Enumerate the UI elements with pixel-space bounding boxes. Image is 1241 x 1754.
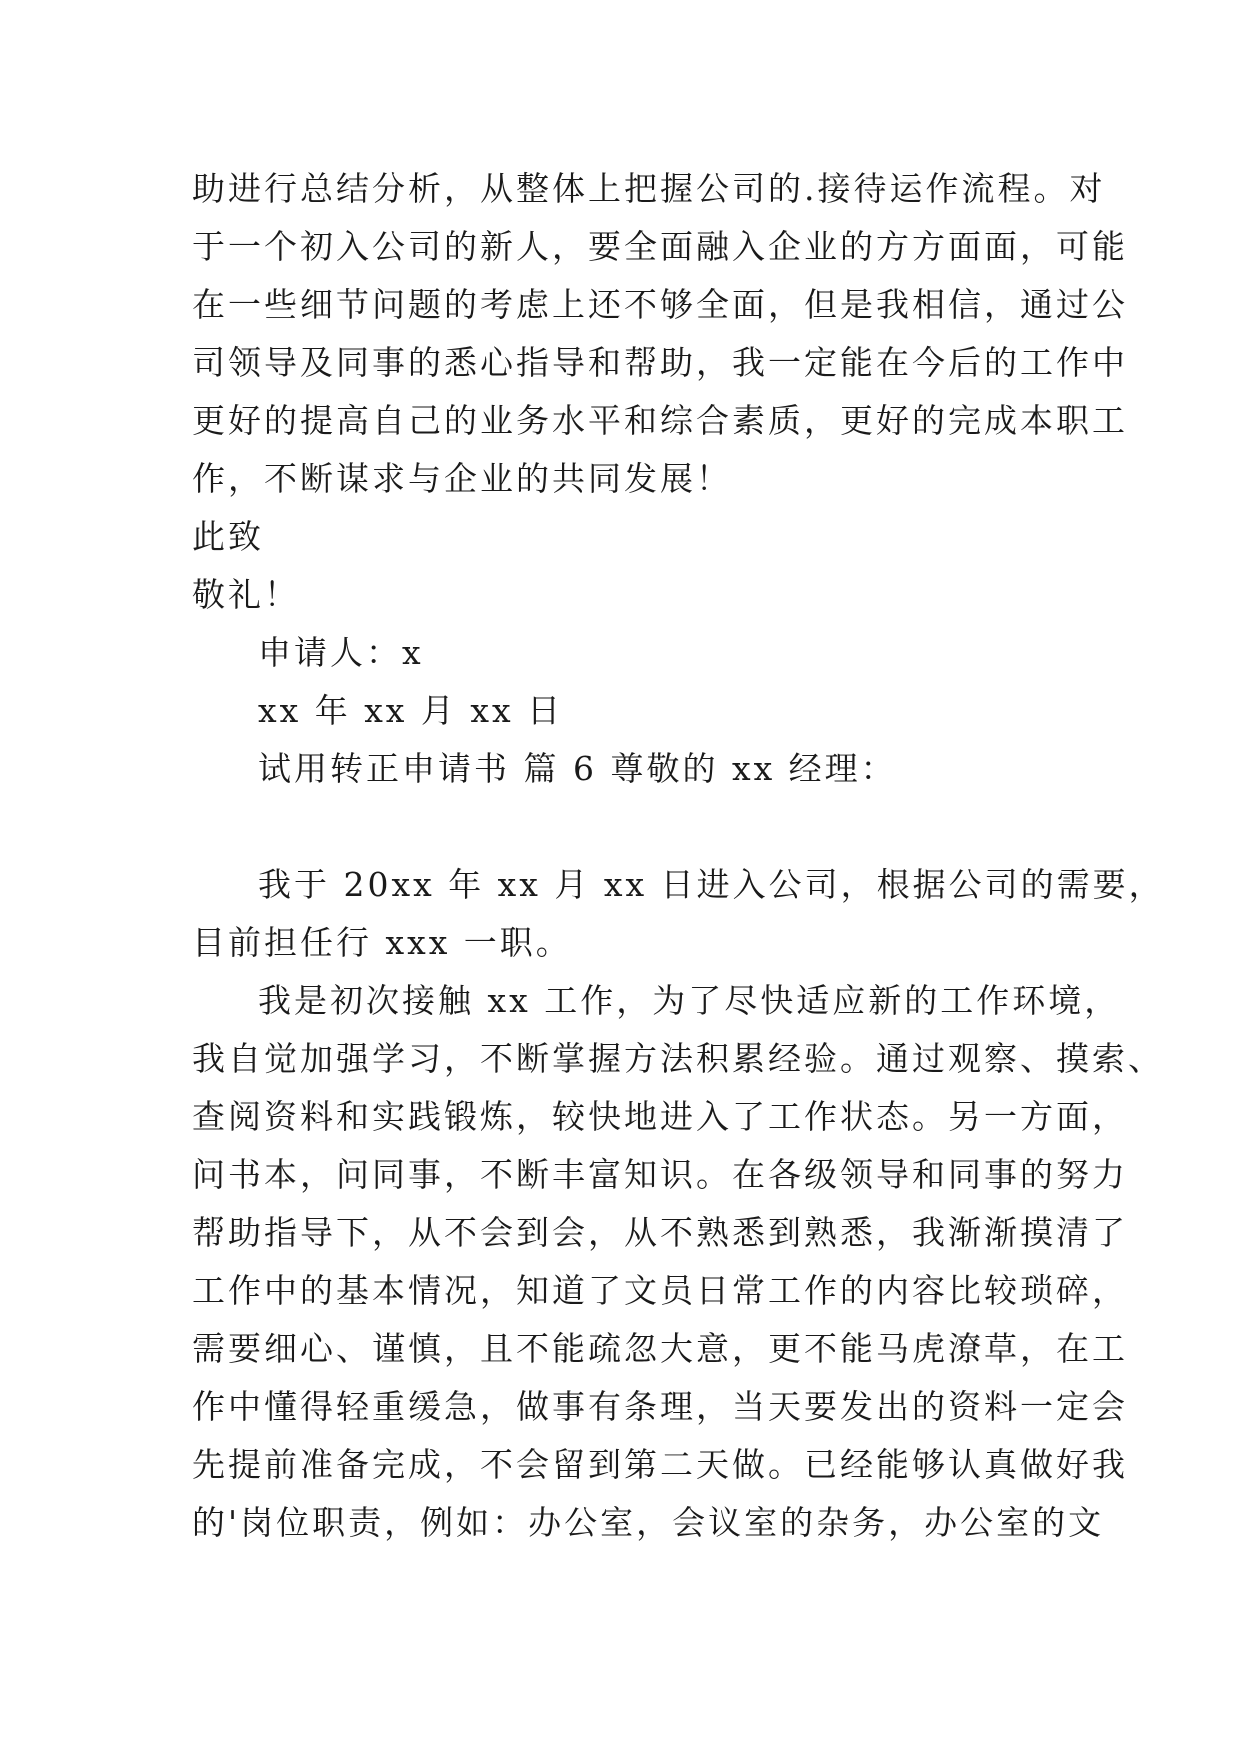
document-body — [192, 160, 1165, 1552]
text-line: 在一些细节问题的考虑上还不够全面，但是我相信，通过公 — [192, 285, 1128, 324]
section-heading: 试用转正申请书 篇 6 尊敬的 xx 经理： — [258, 749, 897, 788]
text-line: 帮助指导下，从不会到会，从不熟悉到熟悉，我渐渐摸清了 — [192, 1213, 1128, 1252]
closing-salutation: 此致 — [192, 517, 264, 556]
text-line: 作中懂得轻重缓急，做事有条理，当天要发出的资料一定会 — [192, 1387, 1128, 1426]
closing-regards: 敬礼！ — [192, 575, 300, 614]
blank-line — [192, 798, 1062, 856]
text-line: 我是初次接触 xx 工作，为了尽快适应新的工作环境， — [258, 981, 1121, 1020]
text-line: 我自觉加强学习，不断掌握方法积累经验。通过观察、摸索、 — [192, 1039, 1164, 1078]
text-line: 于一个初入公司的新人，要全面融入企业的方方面面，可能 — [192, 227, 1128, 266]
signature-date: xx 年 xx 月 xx 日 — [258, 691, 564, 730]
text-line: 助进行总结分析，从整体上把握公司的.接待运作流程。对 — [192, 169, 1106, 208]
text-line: 目前担任行 xxx 一职。 — [192, 923, 572, 962]
text-line: 司领导及同事的悉心指导和帮助，我一定能在今后的工作中 — [192, 343, 1128, 382]
text-line: 作，不断谋求与企业的共同发展！ — [192, 459, 732, 498]
text-line: 工作中的基本情况，知道了文员日常工作的内容比较琐碎， — [192, 1271, 1128, 1310]
text-line: 更好的提高自己的业务水平和综合素质，更好的完成本职工 — [192, 401, 1128, 440]
text-line: 的'岗位职责，例如：办公室，会议室的杂务，办公室的文 — [192, 1503, 1105, 1542]
text-line: 先提前准备完成，不会留到第二天做。已经能够认真做好我 — [192, 1445, 1128, 1484]
applicant-signature: 申请人：x — [258, 633, 424, 672]
text-line: 我于 20xx 年 xx 月 xx 日进入公司，根据公司的需要， — [258, 865, 1165, 904]
text-line: 问书本，问同事，不断丰富知识。在各级领导和同事的努力 — [192, 1155, 1128, 1194]
text-line: 需要细心、谨慎，且不能疏忽大意，更不能马虎潦草，在工 — [192, 1329, 1128, 1368]
text-line: 查阅资料和实践锻炼，较快地进入了工作状态。另一方面， — [192, 1097, 1128, 1136]
